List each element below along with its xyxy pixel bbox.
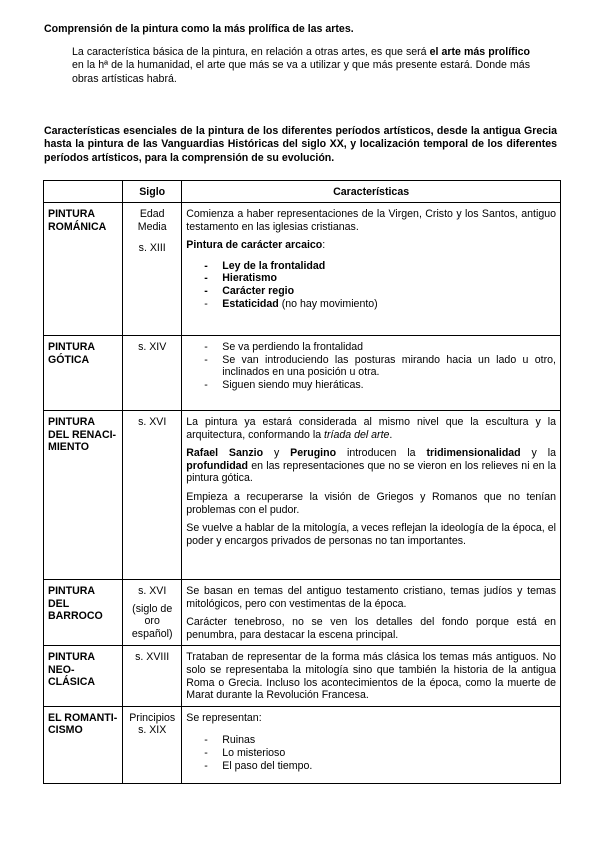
list-item: - Carácter regio: [204, 285, 556, 298]
siglo-gotica: s. XIV: [123, 336, 182, 411]
siglo-barroco-2: (siglo de oro español): [131, 602, 173, 640]
list-item: - Lo misterioso: [204, 747, 556, 760]
table-row: [44, 336, 561, 411]
car-renacimiento: [182, 411, 561, 580]
renacimiento-p1-b: .: [389, 428, 393, 441]
renacimiento-p1-a: La pintura ya estará considerada al mismo nivel que la escultura y la arquitectura, conformando la: [186, 416, 556, 441]
list-item-rest: (no hay movimiento): [278, 297, 378, 310]
renacimiento-p2: [186, 447, 556, 485]
renacimiento-p1: [186, 416, 556, 441]
siglo-barroco: [123, 580, 182, 646]
list-item: - El paso del tiempo.: [204, 760, 556, 773]
siglo-romanica-1: Edad Media: [137, 208, 167, 233]
siglo-neoclasica: s. XVIII: [123, 646, 182, 706]
renacimiento-p3: Empieza a recuperarse la visión de Griegos y Romanos que no tenían problemas con el pudor.: [186, 490, 556, 516]
list-item: - Ley de la frontalidad: [204, 260, 556, 273]
renacimiento-p2-b4: profundidad: [186, 459, 249, 472]
siglo-romanica: [123, 203, 182, 336]
neoclasica-p1: Trataban de representar de la forma más clásica los temas más antiguos. No solo se representaba la mitología sino que también la historia de la antigua Roma o Grecia. Incluso los acontecimientos de la época, como la muerte de Marat durante la Revolución Francesa.: [186, 651, 556, 702]
list-item: - Hieratismo: [204, 272, 556, 285]
intro-bold: el arte más prolífico: [429, 46, 531, 58]
car-neoclasica: [182, 646, 561, 706]
siglo-romanica-2: s. XIII: [138, 242, 166, 254]
romanica-p2-bold: Pintura de carácter arcaico: [186, 239, 323, 252]
section-heading-2: Características esenciales de la pintura de los diferentes períodos artísticos, desde la antigua Grecia hasta la pintura de las Vanguardias Históricas del siglo XX, y localización temporal de los diferentes períodos artísticos, para la comprensión de su evolución.: [44, 125, 557, 164]
periods-table: [43, 180, 561, 784]
period-name-gotica: PINTURA GÓTICA: [44, 336, 123, 411]
romanticismo-list: [186, 734, 556, 772]
barroco-p1: Se basan en temas del antiguo testamento cristiano, temas judíos y temas mitológicos, pero con vestimentas de la época.: [186, 585, 556, 610]
table-row: [44, 203, 561, 336]
siglo-romanticismo: Principios s. XIX: [123, 706, 182, 783]
renacimiento-p2-b2: Perugino: [290, 447, 337, 460]
intro-paragraph: [72, 46, 530, 86]
barroco-p2: Carácter tenebroso, no se ven los detalles del fondo porque está en penumbra, para destacar la escena principal.: [186, 616, 556, 641]
period-name-romanticismo: EL ROMANTI-CISMO: [44, 706, 123, 783]
car-romanticismo: [182, 706, 561, 783]
renacimiento-p4: Se vuelve a hablar de la mitología, a veces reflejan la ideología de la época, el poder y encargos privados de personas no tan importantes.: [186, 522, 556, 547]
list-item: - Se van introduciendo las posturas mirando hacia un lado u otro, inclinados en una posición u otra.: [204, 354, 556, 379]
siglo-barroco-1: s. XVI: [138, 585, 167, 597]
romanica-p1: Comienza a haber representaciones de la Virgen, Cristo y los Santos, antiguo testamento en las iglesias cristianas.: [186, 208, 556, 233]
period-name-neoclasica: PINTURA NEO-CLÁSICA: [44, 646, 123, 706]
table-header-row: [44, 181, 561, 203]
table-row: [44, 580, 561, 646]
period-name-renacimiento: PINTURA DEL RENACI-MIENTO: [44, 411, 123, 580]
section-heading-1: Comprensión de la pintura como la más prolífica de las artes.: [44, 23, 354, 35]
renacimiento-p2-t1: y: [263, 447, 291, 460]
renacimiento-p1-italic: tríada del arte: [324, 428, 390, 441]
intro-text-1: La característica básica de la pintura, en relación a otras artes, es que será: [72, 46, 430, 58]
intro-text-2: en la hª de la humanidad, el arte que más se va a utilizar y que más presente estará. Donde más obras artísticas habrá.: [72, 59, 530, 85]
list-item: - Siguen siendo muy hieráticas.: [204, 379, 556, 392]
header-empty: [44, 181, 123, 203]
gotica-list: [186, 341, 556, 391]
table-row: [44, 646, 561, 706]
period-name-romanica: PINTURA ROMÁNICA: [44, 203, 123, 336]
list-item: - Se va perdiendo la frontalidad: [204, 341, 556, 354]
list-item: [204, 298, 556, 311]
period-name-barroco: PINTURA DEL BARROCO: [44, 580, 123, 646]
romanica-p2: [186, 239, 556, 252]
romanica-p2-rest: :: [322, 239, 326, 252]
table-row: [44, 411, 561, 580]
list-item: - Ruinas: [204, 734, 556, 747]
renacimiento-p2-t2: introducen la: [336, 447, 427, 460]
romanticismo-intro: Se representan:: [186, 711, 262, 724]
renacimiento-p2-b3: tridimensionalidad: [426, 447, 521, 460]
list-item-bold: Estaticidad: [222, 297, 279, 310]
car-romanica: [182, 203, 561, 336]
car-gotica: [182, 336, 561, 411]
header-siglo: Siglo: [123, 181, 182, 203]
romanica-list: [186, 260, 556, 310]
renacimiento-p2-t4: en las representaciones que no se vieron en los relieves ni en la pintura gótica.: [186, 459, 556, 485]
renacimiento-p2-b1: Rafael Sanzio: [186, 447, 264, 460]
car-barroco: [182, 580, 561, 646]
renacimiento-p2-t3: y la: [520, 447, 556, 460]
table-row: [44, 706, 561, 783]
header-caracteristicas: Características: [182, 181, 561, 203]
siglo-renacimiento: s. XVI: [123, 411, 182, 580]
